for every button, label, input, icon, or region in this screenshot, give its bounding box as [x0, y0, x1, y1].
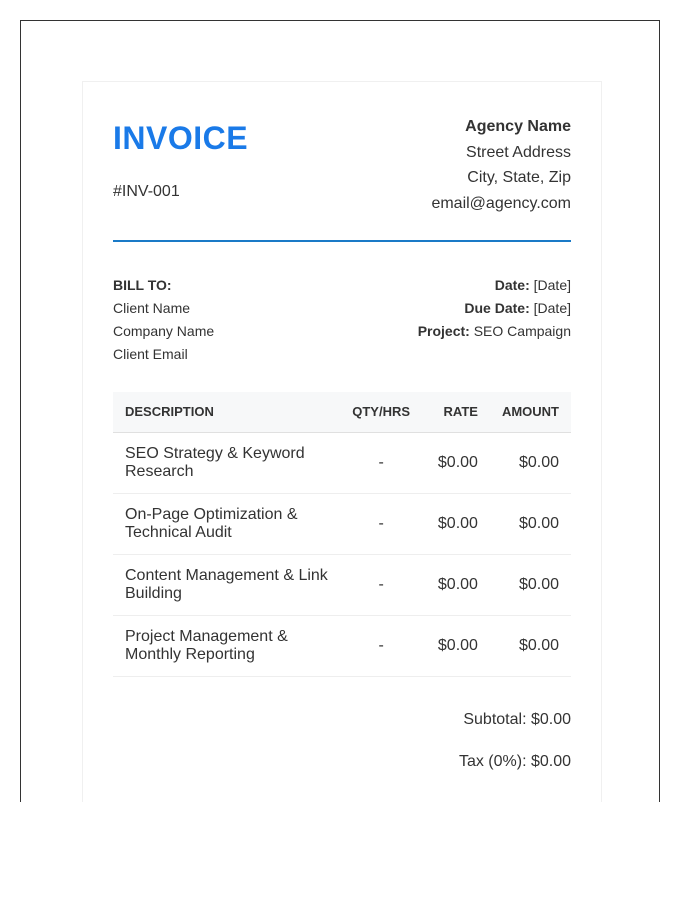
row-description: On-Page Optimization & Technical Audit: [113, 493, 340, 554]
invoice-number: #INV-001: [113, 183, 180, 200]
row-description: Project Management & Monthly Reporting: [113, 615, 340, 676]
bill-to-label: BILL TO:: [113, 277, 172, 293]
row-rate: $0.00: [422, 554, 490, 615]
agency-street: Street Address: [466, 143, 571, 161]
table-body: [113, 432, 571, 676]
table-header: [113, 392, 571, 432]
row-amount: $0.00: [490, 554, 571, 615]
due-date-line: [418, 297, 571, 320]
agency-info: [431, 114, 571, 216]
billing-section: [113, 242, 571, 392]
header-amount: AMOUNT: [490, 392, 571, 432]
due-date-value: [Date]: [533, 300, 571, 316]
agency-name: Agency Name: [465, 118, 571, 135]
agency-email: email@agency.com: [431, 194, 571, 212]
row-qty: -: [340, 493, 422, 554]
row-amount: $0.00: [490, 615, 571, 676]
header-qty: QTY/HRS: [340, 392, 422, 432]
date-line: [418, 274, 571, 297]
table-row: [113, 432, 571, 493]
date-label: Date:: [494, 277, 530, 293]
row-rate: $0.00: [422, 432, 490, 493]
table-row: [113, 493, 571, 554]
project-line: [418, 320, 571, 343]
invoice-content: [113, 82, 571, 794]
totals-section: [113, 710, 571, 794]
company-name: Company Name: [113, 323, 215, 339]
date-value: [Date]: [533, 277, 571, 293]
invoice-card: [82, 81, 602, 802]
header-description: DESCRIPTION: [113, 392, 340, 432]
invoice-meta: [418, 274, 571, 343]
project-label: Project:: [417, 323, 470, 339]
subtotal-line: Subtotal: $0.00: [463, 710, 571, 728]
project-value: SEO Campaign: [473, 323, 571, 339]
bill-to-block: [113, 274, 214, 366]
table-header-row: [113, 392, 571, 432]
row-amount: $0.00: [490, 493, 571, 554]
client-name: Client Name: [113, 300, 191, 316]
due-date-label: Due Date:: [464, 300, 530, 316]
header-rate: RATE: [422, 392, 490, 432]
row-qty: -: [340, 554, 422, 615]
invoice-header: [113, 82, 571, 242]
row-amount: $0.00: [490, 432, 571, 493]
row-qty: -: [340, 432, 422, 493]
invoice-title: INVOICE: [113, 120, 249, 156]
row-description: SEO Strategy & Keyword Research: [113, 432, 340, 493]
line-items-table: [113, 392, 571, 677]
row-description: Content Management & Link Building: [113, 554, 340, 615]
client-email: Client Email: [113, 346, 188, 362]
table-row: [113, 554, 571, 615]
row-qty: -: [340, 615, 422, 676]
row-rate: $0.00: [422, 615, 490, 676]
row-rate: $0.00: [422, 493, 490, 554]
tax-line: Tax (0%): $0.00: [458, 752, 571, 770]
table-row: [113, 615, 571, 676]
document-page: [20, 20, 660, 802]
agency-city-state-zip: City, State, Zip: [467, 169, 571, 187]
